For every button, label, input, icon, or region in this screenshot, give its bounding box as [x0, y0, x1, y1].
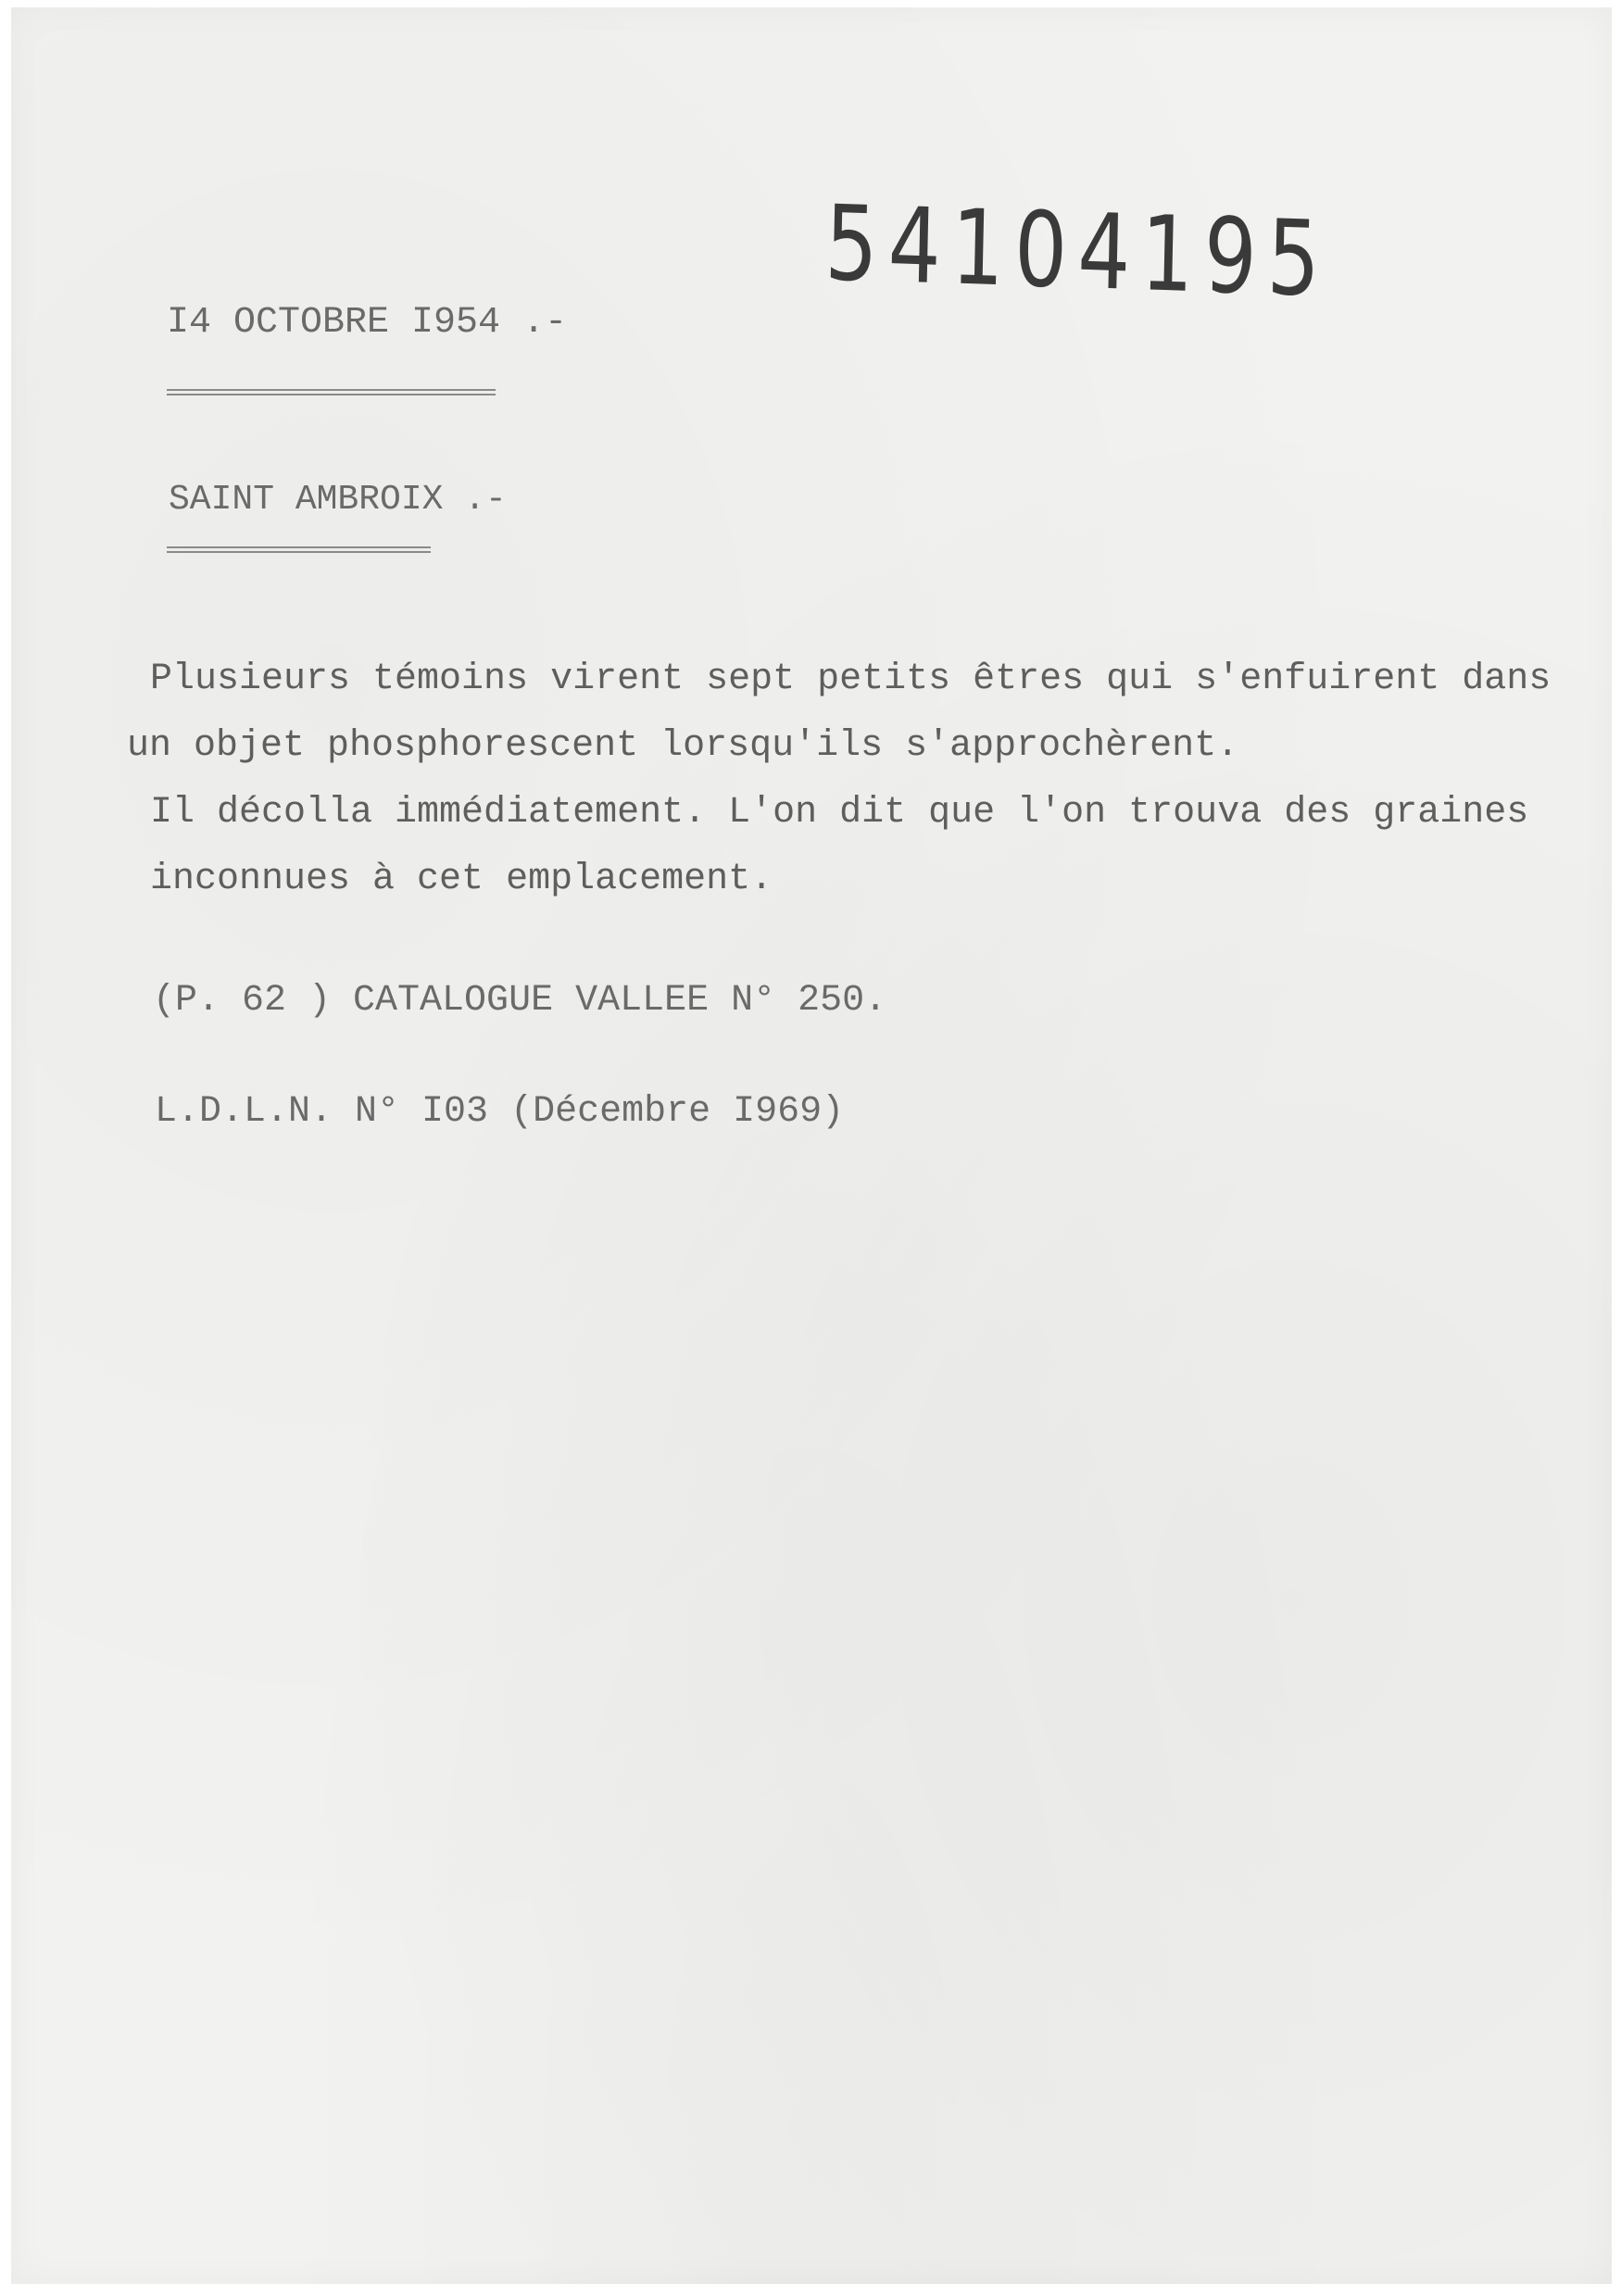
body-line-4: inconnues à cet emplacement.: [150, 859, 773, 900]
date-underline: [167, 389, 496, 395]
body-line-3: Il décolla immédiatement. L'on dit que l'on trouva des graines: [150, 792, 1529, 834]
report-body: [127, 646, 1552, 913]
place-underline: [167, 546, 431, 553]
paper-sheet: [11, 7, 1612, 2284]
place-heading: SAINT AMBROIX .-: [169, 480, 507, 520]
stamp-number: 54104195: [823, 183, 1332, 320]
body-line-2: un objet phosphorescent lorsqu'ils s'approchèrent.: [127, 725, 1239, 767]
body-line-1: Plusieurs témoins virent sept petits êtres qui s'enfuirent dans: [150, 659, 1552, 700]
catalogue-reference: (P. 62 ) CATALOGUE VALLEE N° 250.: [153, 980, 887, 1022]
date-heading: I4 OCTOBRE I954 .-: [167, 302, 568, 344]
ldln-reference: L.D.L.N. N° I03 (Décembre I969): [155, 1091, 845, 1133]
